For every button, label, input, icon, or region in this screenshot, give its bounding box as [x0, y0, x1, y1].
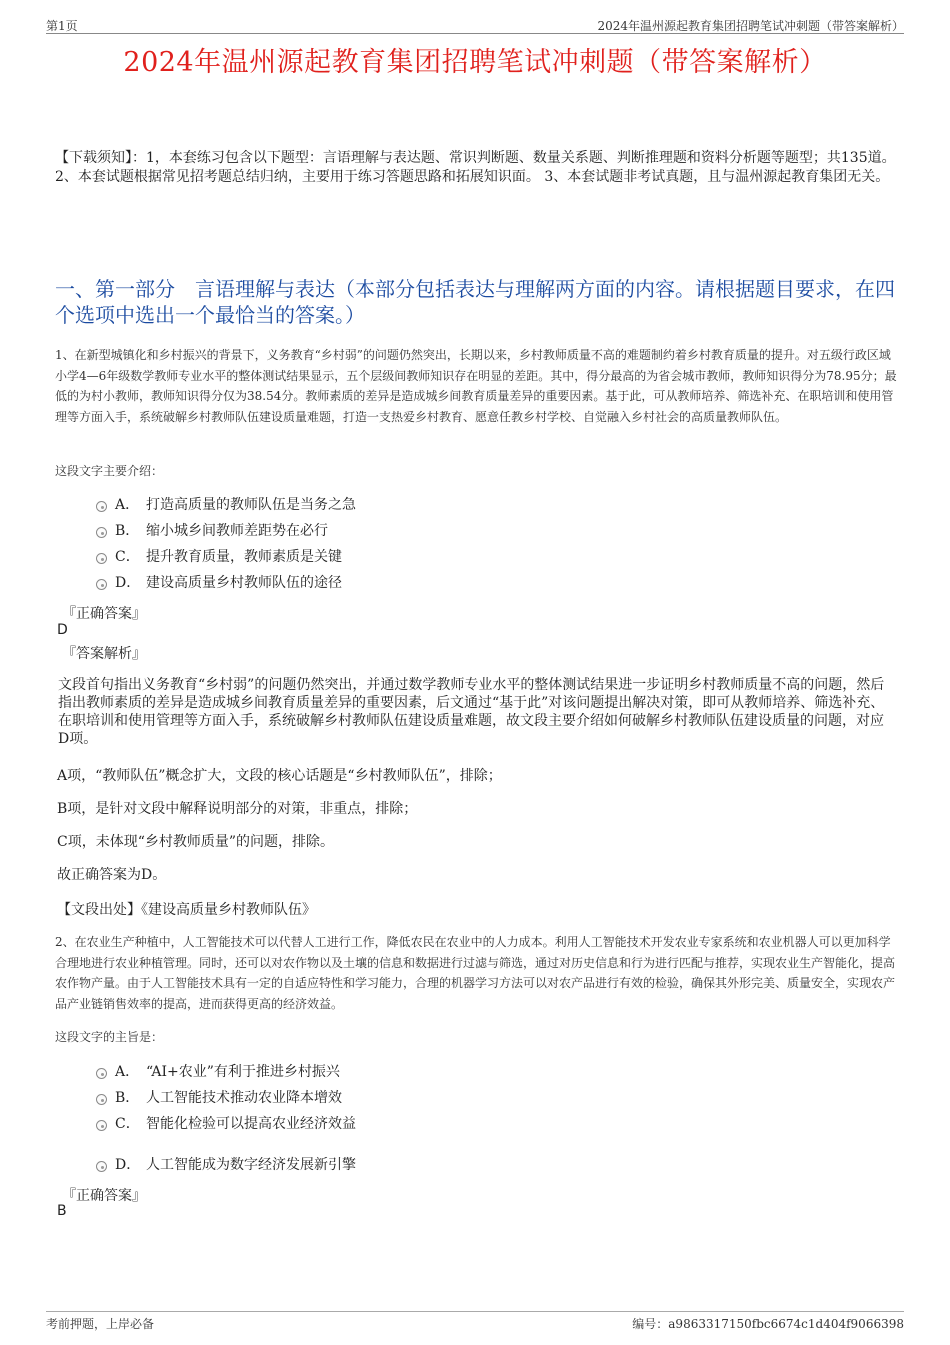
q1-analysis: 文段首句指出义务教育“乡村弱”的问题仍然突出，并通过数学教师专业水平的整体测试结果进一步证明乡村教师质量不高的问题，然后指出教师素质的差异是造成城乡间教育质量差异的重要因素，后文通过“基于此”对该问题提出解决对策，即可从教师培养、筛选补充、在职培训和使用管理等方面入手，系统破解乡村教师队伍建设质量难题，故文段主要介绍如何破解乡村教师队伍建设质量的问题，对应D项。 — [58, 677, 885, 747]
section-title: 一、第一部分 言语理解与表达（本部分包括表达与理解两方面的内容。请根据题目要求，在四个选项中选出一个最恰当的答案。） — [55, 277, 895, 327]
radio-icon[interactable] — [96, 1161, 107, 1172]
q1-answer-label: 『正确答案』 — [62, 606, 146, 622]
question-1-text: 1、在新型城镇化和乡村振兴的背景下，义务教育“乡村弱”的问题仍然突出，长期以来，乡村教师质量不高的难题制约着乡村教育质量的提升。对五级行政区域小学4—6年级数学教师专业水平的整体测试结果显示，五个层级间教师知识存在明显的差距。其中，得分最高的为省会城市教师，教师知识得分为78.95分；最低的为村小教师，教师知识得分仅为38.54分。教师素质的差异是造成城乡间教育质量差异的重要因素。基于此，可从教师培养、筛选补充、在职培训和使用管理等方面入手，系统破解乡村教师队伍建设质量难题，打造一支热爱乡村教育、愿意任教乡村学校、自觉融入乡村社会的高质量教师队伍。 — [55, 348, 897, 424]
page-header — [46, 14, 904, 34]
page-number: 第1页 — [46, 19, 78, 33]
q1-analysis-line: B项，是针对文段中解释说明部分的对策，非重点，排除； — [57, 801, 418, 817]
q1-analysis-line: C项，未体现“乡村教师质量”的问题，排除。 — [57, 834, 335, 850]
radio-icon[interactable] — [96, 579, 107, 590]
footer-doc-id: 编号：a9863317150fbc6674c1d404f9066398 — [632, 1317, 904, 1331]
radio-icon[interactable] — [96, 1120, 107, 1131]
download-notice: 【下载须知】：1，本套练习包含以下题型：言语理解与表达题、常识判断题、数量关系题、判断推理题和资料分析题等题型；共135道。 2、本套试题根据常见招考题总结归纳，主要用于练习答题思路和拓展知识面。 3、本套试题非考试真题，且与温州源起教育集团无关。 — [55, 150, 896, 185]
q1-answer: D — [57, 622, 68, 638]
radio-icon[interactable] — [96, 1094, 107, 1105]
radio-icon[interactable] — [96, 527, 107, 538]
footer-divider — [46, 1311, 904, 1312]
question-2-text: 2、在农业生产种植中，人工智能技术可以代替人工进行工作，降低农民在农业中的人力成本。利用人工智能技术开发农业专家系统和农业机器人可以更加科学合理地进行农业种植管理。同时，还可以对农作物以及土壤的信息和数据进行过滤与筛选，通过对历史信息和行为进行匹配与推荐，实现农业生产智能化，提高农作物产量。由于人工智能技术具有一定的自适应特性和学习能力，合理的机器学习方法可以对农产品进行有效的检验，确保其外形完美、质量安全，实现农产品产业链销售效率的提高，进而获得更高的经济效益。 — [55, 935, 896, 1011]
radio-icon[interactable] — [96, 1068, 107, 1079]
q1-analysis-label: 『答案解析』 — [62, 646, 146, 662]
header-divider — [46, 33, 904, 34]
radio-icon[interactable] — [96, 553, 107, 564]
page-title: 2024年温州源起教育集团招聘笔试冲刺题（带答案解析） — [123, 47, 827, 78]
q1-source: 【文段出处】《建设高质量乡村教师队伍》 — [57, 902, 316, 918]
footer-slogan: 考前押题，上岸必备 — [46, 1317, 155, 1331]
radio-icon[interactable] — [96, 501, 107, 512]
question-2-prompt: 这段文字的主旨是： — [55, 1030, 164, 1044]
header-doc-title: 2024年温州源起教育集团招聘笔试冲刺题（带答案解析） — [597, 19, 904, 33]
q2-answer: B — [57, 1203, 67, 1219]
q1-conclusion: 故正确答案为D。 — [57, 867, 167, 883]
q2-answer-label: 『正确答案』 — [62, 1188, 146, 1204]
question-1-prompt: 这段文字主要介绍： — [55, 464, 164, 478]
q1-analysis-line: A项，“教师队伍”概念扩大，文段的核心话题是“乡村教师队伍”，排除； — [57, 768, 502, 784]
